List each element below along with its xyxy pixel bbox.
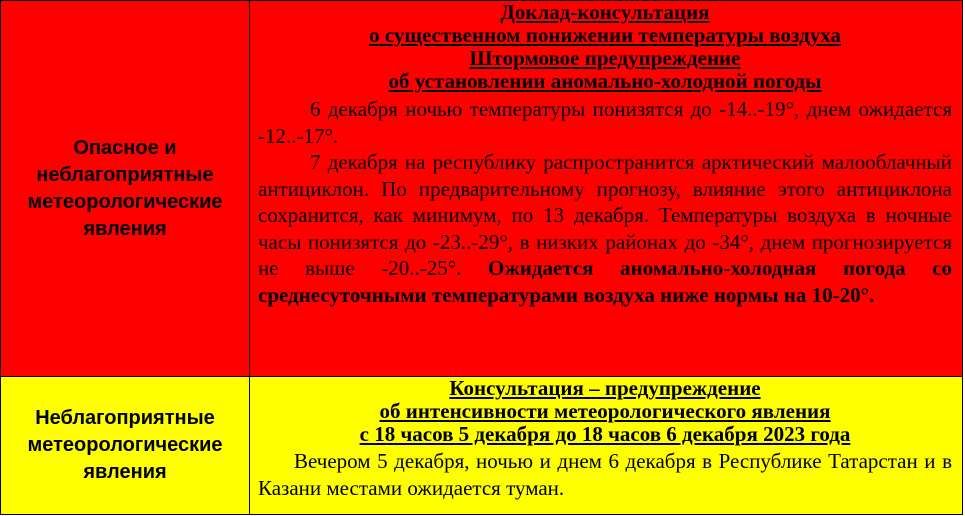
adverse-phenomena-label: Неблагоприятные метеорологические явления [1,377,250,515]
forecast-text-abnormal-cold: Ожидается аномально-холодная погода со среднесуточными температурами воздуха ниже нормы на 10-20°. [258,256,953,307]
forecast-paragraph-dec7 [258,149,952,308]
heading-temperature-drop: о существенном понижении температуры воздуха [369,23,841,47]
heading-consultation-warning: Консультация – предупреждение [449,376,761,400]
forecast-text-anticyclone: 7 декабря на республику распространится арктический малооблачный антициклон. По предварительному прогнозу, влияние этого антициклона сохранится, как минимум, по 13 декабря. Температуры воздуха в ночные часы понизятся до -23..-29°, в низких районах до -34°, днем прогнозируется не выше -20..-25°. [258,150,952,280]
fog-forecast-paragraph: Вечером 5 декабря, ночью и днем 6 декабря в Республике Татарстан и в Казани местами ожидается туман. [258,449,952,500]
adverse-phenomena-content [250,377,963,515]
dangerous-phenomena-row [1,1,963,377]
heading-intensity: об интенсивности метеорологического явления [379,399,831,423]
heading-time-period: с 18 часов 5 декабря до 18 часов 6 декабря 2023 года [359,422,851,446]
heading-report: Доклад-консультация [500,0,710,24]
adverse-phenomena-row [1,377,963,515]
dangerous-phenomena-content [250,1,963,377]
heading-abnormal-cold: об установлении аномально-холодной погоды [388,69,822,93]
heading-storm-warning: Штормовое предупреждение [469,46,741,70]
forecast-paragraph-dec6: 6 декабря ночью температуры понизятся до -14..-19°, днем ожидается -12..-17°. [258,97,952,148]
dangerous-phenomena-label: Опасное и неблагоприятные метеорологические явления [1,1,250,377]
